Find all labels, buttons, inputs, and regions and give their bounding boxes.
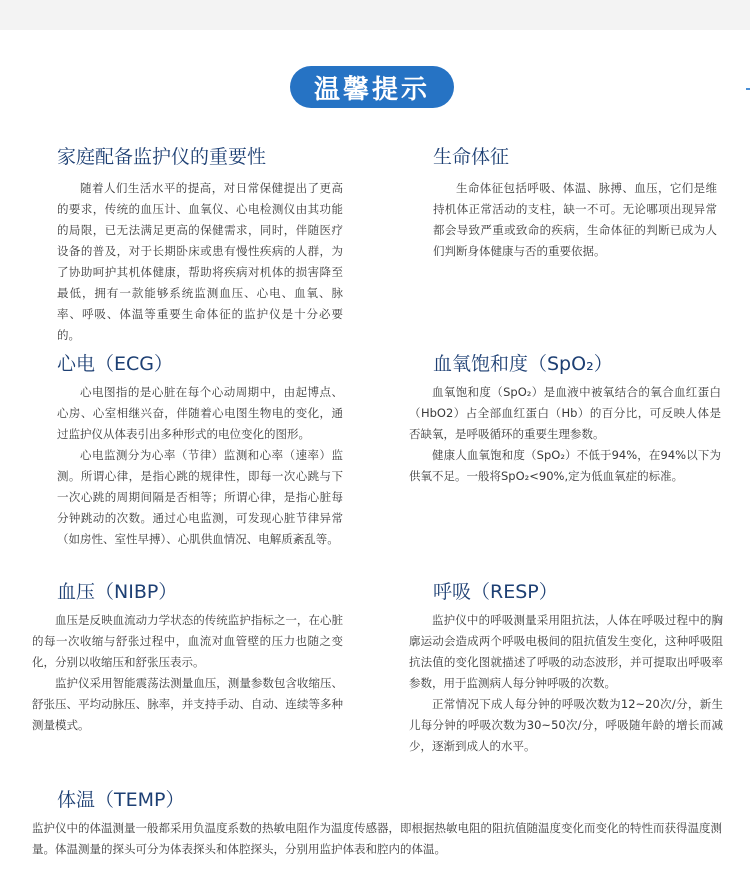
section-title: 生命体征 [433, 146, 510, 168]
top-band [0, 0, 750, 30]
section-resp [409, 578, 723, 757]
section-ecg [57, 350, 343, 550]
section-paragraph: 监护仪采用智能震荡法测量血压，测量参数包含收缩压、舒张压、平均动脉压、脉率，并支持手动、自动、连续等多种测量模式。 [32, 676, 343, 732]
section-title: 血氧饱和度（SpO₂） [433, 353, 613, 375]
section-paragraph: 血氧饱和度（SpO₂）是血液中被氧结合的氧合血红蛋白（HbO2）占全部血红蛋白（Hb）的百分比，可反映人体是否缺氧，是呼吸循环的重要生理参数。 [409, 385, 721, 441]
section-importance [57, 143, 343, 346]
section-title: 呼吸（RESP） [433, 581, 558, 603]
section-paragraph: 健康人血氧饱和度（SpO₂）不低于94%，在94%以下为供氧不足。一般将SpO₂<90%,定为低血氧症的标准。 [409, 448, 721, 483]
section-paragraph: 监护仪中的呼吸测量采用阻抗法，人体在呼吸过程中的胸廓运动会造成两个呼吸电极间的阻抗值发生变化，这种呼吸阻抗法值的变化图就描述了呼吸的动态波形，并可提取出呼吸率参数，用于监测病人每分钟呼吸的次数。 [409, 613, 723, 690]
section-paragraph: 生命体征包括呼吸、体温、脉搏、血压，它们是维持机体正常活动的支柱，缺一不可。无论哪项出现异常都会导致严重或致命的疾病，生命体征的判断已成为人们判断身体健康与否的重要依据。 [433, 181, 717, 258]
section-paragraph: 心电监测分为心率（节律）监测和心率（速率）监测。所谓心律，是指心跳的规律性，即每一次心跳与下一次心跳的周期间隔是否相等；所谓心律，是指心脏每分钟跳动的次数。通过心电监测，可发现心脏节律异常（如房性、室性早搏）、心肌供血情况、电解质紊乱等。 [57, 448, 343, 546]
page-title: 温馨提示 [290, 66, 454, 108]
section-spo2 [409, 350, 721, 487]
section-paragraph: 监护仪中的体温测量一般都采用负温度系数的热敏电阻作为温度传感器，即根据热敏电阻的阻抗值随温度变化而变化的特性而获得温度测量。体温测量的探头可分为体表探头和体腔探头，分别用监护体表和腔内的体温。 [32, 821, 722, 856]
section-title: 血压（NIBP） [57, 581, 178, 603]
section-paragraph: 血压是反映血流动力学状态的传统监护指标之一，在心脏的每一次收缩与舒张过程中，血流对血管壁的压力也随之变化，分别以收缩压和舒张压表示。 [32, 613, 343, 669]
section-temp [32, 786, 722, 860]
section-title: 心电（ECG） [57, 353, 173, 375]
section-nibp [32, 578, 343, 736]
section-paragraph: 正常情况下成人每分钟的呼吸次数为12~20次/分，新生儿每分钟的呼吸次数为30~50次/分，呼吸随年龄的增长而减少，逐渐到成人的水平。 [409, 697, 723, 753]
section-paragraph: 心电图指的是心脏在每个心动周期中，由起博点、心房、心室相继兴奋，伴随着心电图生物电的变化，通过监护仪从体表引出多种形式的电位变化的图形。 [57, 385, 343, 441]
decorative-dash [746, 88, 750, 90]
section-title: 体温（TEMP） [57, 789, 185, 811]
section-title: 家庭配备监护仪的重要性 [57, 146, 267, 168]
section-paragraph: 随着人们生活水平的提高，对日常保健提出了更高的要求，传统的血压计、血氧仪、心电检测仪由其功能的局限，已无法满足更高的保健需求，同时，伴随医疗设备的普及，对于长期卧床或患有慢性疾病的人群，为了协助呵护其机体健康，帮助将疾病对机体的损害降至最低，拥有一款能够系统监测血压、心电、血氧、脉率、呼吸、体温等重要生命体征的监护仪是十分必要的。 [57, 181, 343, 342]
section-vital-signs [433, 143, 717, 262]
